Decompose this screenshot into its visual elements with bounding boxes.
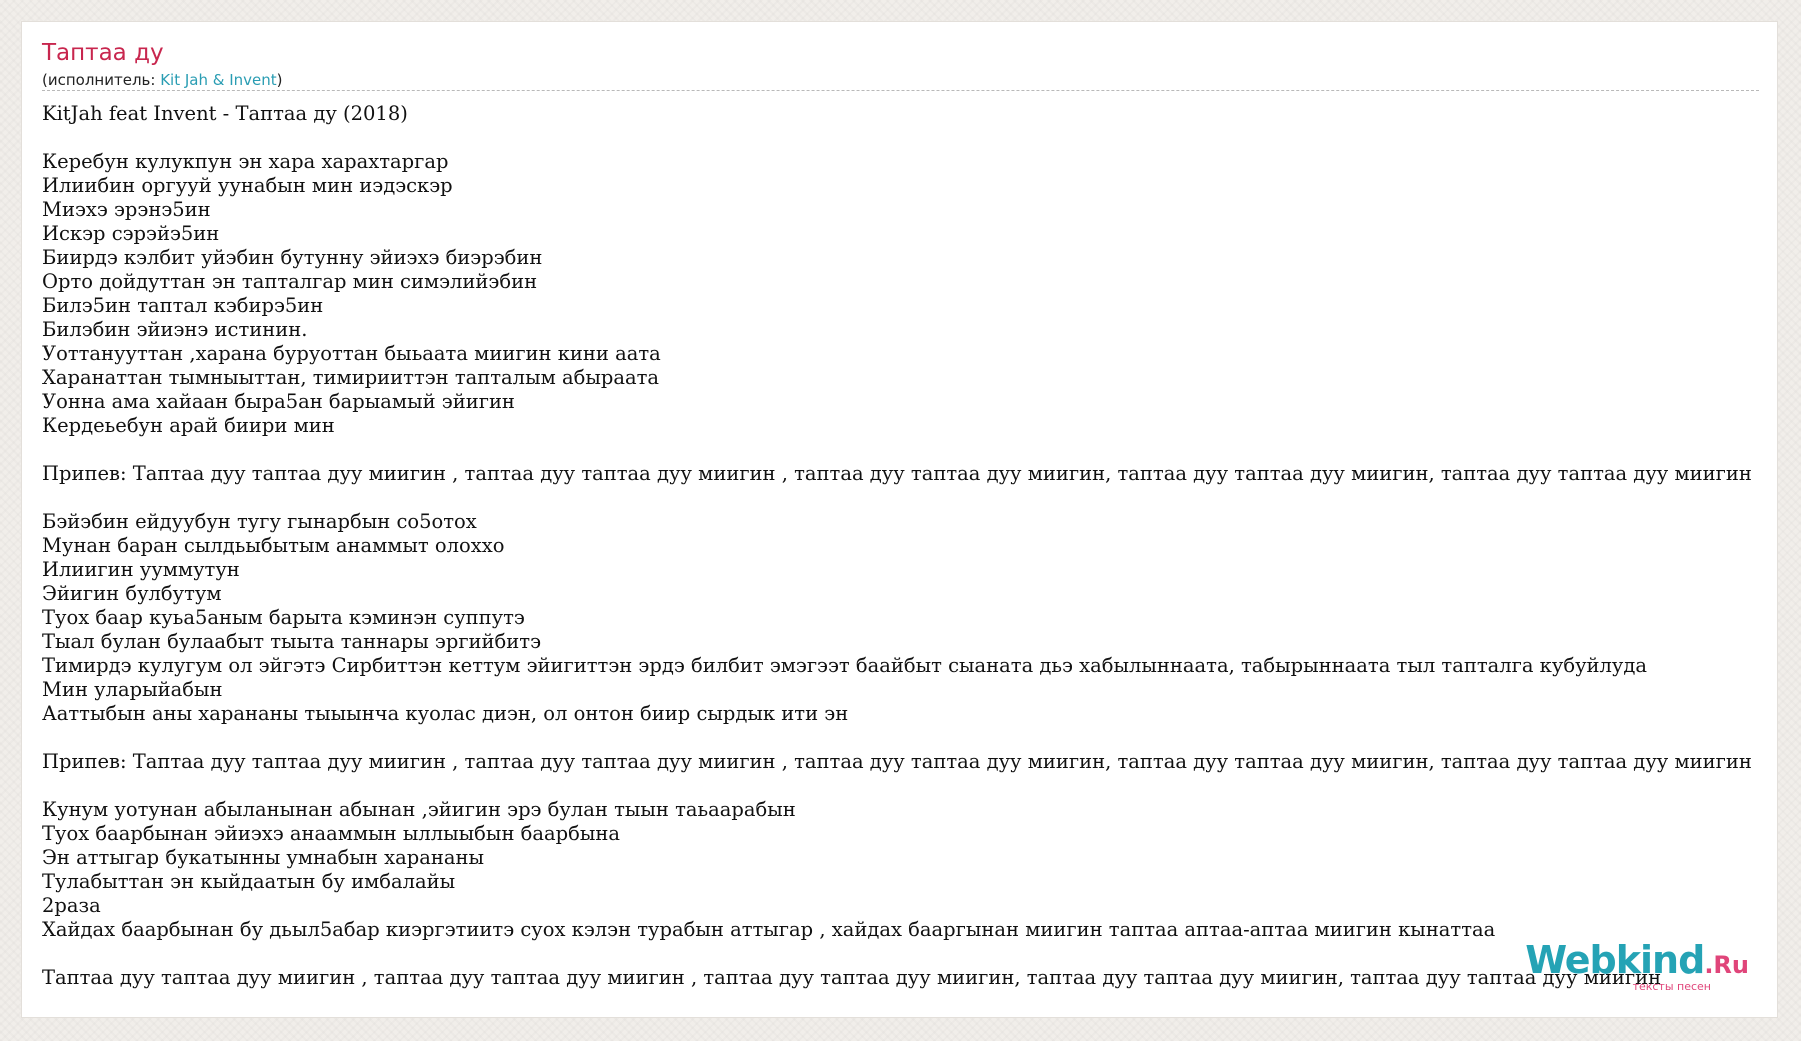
performer-link[interactable]: Kit Jah & Invent (160, 71, 277, 89)
lyrics-line: Илиигин ууммутун (42, 558, 240, 581)
logo-name: Webkind (1525, 938, 1705, 982)
lyrics-line: Миэхэ эрэнэ5ин (42, 198, 211, 221)
lyrics-line: Орто дойдуттан эн тапталгар мин симэлийэбин (42, 270, 538, 293)
lyrics-line: Хайдах баарбынан бу дьыл5абар киэргэтиитэ суох кэлэн турабын аттыгар , хайдах бааргынан миигин таптаа аптаа-аптаа миигин кынаттаа (42, 918, 1496, 941)
lyrics-line: Эн аттыгар букатынны умнабын харананы (42, 846, 484, 869)
lyrics-line: Туох баарбынан эйиэхэ анааммын ыллыыбын баарбына (42, 822, 620, 845)
lyrics-blank-line (42, 774, 1777, 798)
logo-tld: .Ru (1704, 951, 1749, 979)
lyrics-line: Бэйэбин ейдуубун тугу гынарбын со5отох (42, 510, 477, 533)
lyrics-line: Илиибин оргууй уунабын мин иэдэскэр (42, 174, 453, 197)
lyrics-blank-line (42, 126, 1777, 150)
lyrics-line: Уоттанууттан ,харана буруоттан быьаата миигин кини аата (42, 342, 661, 365)
lyrics-text (42, 102, 1777, 990)
performer-prefix: (исполнитель: (42, 71, 161, 89)
lyrics-line: KitJah feat Invent - Таптаа ду (2018) (42, 102, 408, 125)
lyrics-line: Уонна ама хайаан быра5ан барыамый эйигин (42, 390, 515, 413)
lyrics-line: Припев: Таптаа дуу таптаа дуу миигин , таптаа дуу таптаа дуу миигин , таптаа дуу таптаа дуу миигин, таптаа дуу таптаа дуу миигин, таптаа дуу таптаа дуу миигин (42, 750, 1752, 773)
lyrics-line: Тыал булан булаабыт тыыта таннары эргийбитэ (42, 630, 541, 653)
lyrics-line: Харанаттан тымныыттан, тимирииттэн тапталым абыраата (42, 366, 659, 389)
lyrics-line: Керебун кулукпун эн хара харахтаргар (42, 150, 449, 173)
lyrics-blank-line (42, 942, 1777, 966)
song-title: Таптаа ду (42, 40, 164, 66)
lyrics-line: 2раза (42, 894, 101, 917)
lyrics-line: Искэр сэрэйэ5ин (42, 222, 220, 245)
lyrics-line: Кердеьебун арай биири мин (42, 414, 335, 437)
lyrics-line: Мин уларыйабын (42, 678, 223, 701)
song-card (21, 21, 1778, 1018)
webkind-logo[interactable] (1525, 938, 1749, 993)
lyrics-line: Мунан баран сылдьыбытым анаммыт олоххо (42, 534, 505, 557)
lyrics-line: Билэбин эйиэнэ истинин. (42, 318, 308, 341)
lyrics-line: Тулабыттан эн кыйдаатын бу имбалайы (42, 870, 456, 893)
lyrics-line: Тимирдэ кулугум ол эйгэтэ Сирбиттэн кеттум эйигиттэн эрдэ билбит эмэгээт баайбыт сыаната дьэ хабылыннаата, табырыннаата тыл тапталга кубуйлуда (42, 654, 1648, 677)
lyrics-line: Биирдэ кэлбит уйэбин бутунну эйиэхэ биэрэбин (42, 246, 543, 269)
logo-brand (1525, 938, 1749, 983)
lyrics-line: Билэ5ин таптал кэбирэ5ин (42, 294, 324, 317)
lyrics-line: Таптаа дуу таптаа дуу миигин , таптаа дуу таптаа дуу миигин , таптаа дуу таптаа дуу миигин, таптаа дуу таптаа дуу миигин, таптаа дуу таптаа дуу миигин (42, 966, 1662, 989)
lyrics-blank-line (42, 438, 1777, 462)
lyrics-line: Кунум уотунан абыланынан абынан ,эйигин эрэ булан тыын таьаарабын (42, 798, 796, 821)
lyrics-blank-line (42, 726, 1777, 750)
performer-suffix: ) (276, 71, 283, 89)
lyrics-blank-line (42, 486, 1777, 510)
lyrics-line: Эйигин булбутум (42, 582, 222, 605)
performer-line (42, 71, 1759, 91)
lyrics-line: Туох баар куьа5аным барыта кэминэн суппутэ (42, 606, 525, 629)
lyrics-line: Припев: Таптаа дуу таптаа дуу миигин , таптаа дуу таптаа дуу миигин , таптаа дуу таптаа дуу миигин, таптаа дуу таптаа дуу миигин, таптаа дуу таптаа дуу миигин (42, 462, 1752, 485)
logo-tagline: тексты песен (1632, 980, 1711, 993)
lyrics-line: Ааттыбын аны харананы тыыынча куолас диэн, ол онтон биир сырдык ити эн (42, 702, 849, 725)
